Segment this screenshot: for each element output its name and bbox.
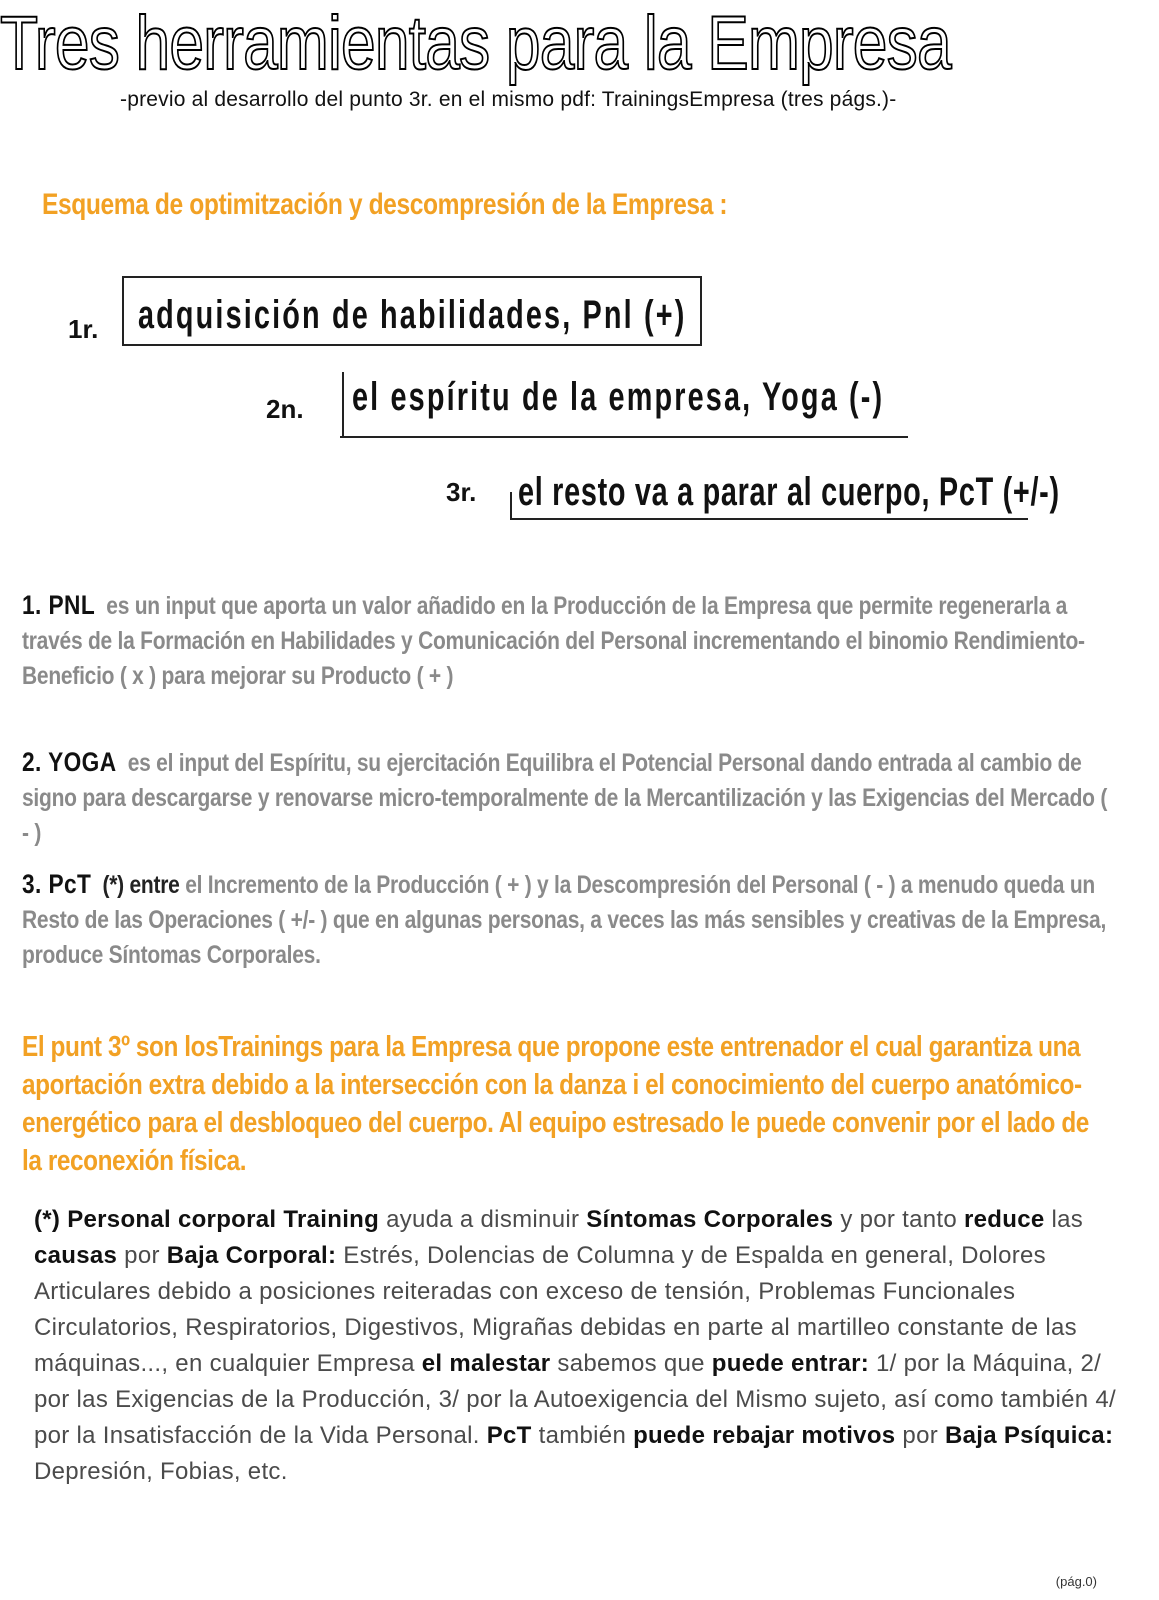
note-bold: Baja Psíquica: [944, 1422, 1114, 1449]
note-text: ayuda a disminuir [386, 1206, 580, 1233]
pct-text: el Incremento de la Producción ( + ) y la Descompresión del Personal ( - ) a menudo queda un Resto de las Operaciones ( +/- ) que en algunas personas, a veces las más sensibles y creativas de la Empresa, produce Síntomas Corporales. [22, 871, 1107, 969]
note-text: por [902, 1422, 939, 1449]
step-3-bracket [510, 492, 512, 520]
note-bold: puede rebajar motivos [633, 1422, 896, 1449]
note-name: Personal corporal Training [67, 1206, 380, 1233]
subtitle: -previo al desarrollo del punto 3r. en el mismo pdf: TrainingsEmpresa (tres págs.)- [120, 88, 897, 111]
page-title: Tres herramientas para la Empresa [0, 1, 951, 86]
note-mark: (*) [34, 1206, 61, 1233]
note-text: 1/ por la Máquina, 2/ por las Exigencias de la Producción, 3/ por la Autoexigencia del Mismo sujeto, así como también 4/ por la Insatisfacción de la Vida Personal. [34, 1350, 1116, 1449]
note-bold: puede entrar: [711, 1350, 870, 1377]
pnl-text: es un input que aporta un valor añadido en la Producción de la Empresa que permite regenerarla a través de la Formación en Habilidades y Comunicación del Personal incrementando el binomio Rendimiento-Beneficio ( x ) para mejorar su Producto ( + ) [22, 592, 1085, 690]
paragraph-yoga [22, 745, 1114, 851]
note-bold: Síntomas Corporales [586, 1206, 834, 1233]
note-text: Estrés, Dolencias de Columna y de Espalda en general, Dolores Articulares debido a posiciones reiteradas con exceso de tensión, Problemas Funcionales Circulatorios, Respiratorios, Digestivos, Migrañas debidas en parte al martilleo constante de las máquinas..., en cualquier Empresa [34, 1242, 1077, 1377]
step-2-label: 2n. [266, 394, 304, 424]
note-bold: causas [34, 1242, 118, 1269]
note-text: por [124, 1242, 160, 1269]
pct-mark: (*) [102, 871, 124, 899]
paragraph-pnl [22, 588, 1114, 694]
step-1-label: 1r. [68, 314, 99, 344]
note-bold: reduce [963, 1206, 1045, 1233]
trainings-highlight: El punt 3º son losTrainings para la Empresa que propone este entrenador el cual garantiza una aportación extra debido a la intersección con la danza i el conocimiento del cuerpo anatómico-energético para el desbloqueo del cuerpo. Al equipo estresado le puede convenir por el lado de la reconexión física. [22, 1031, 1089, 1177]
note-bold: el malestar [421, 1350, 551, 1377]
page-number: (pág.0) [1055, 1574, 1097, 1589]
step-1-text: adquisición de habilidades, Pnl (+) [138, 293, 687, 337]
scheme-heading: Esquema de optimitzación y descompresión de la Empresa : [42, 188, 728, 221]
paragraph-pct [22, 867, 1114, 973]
note-bold: Baja Corporal: [166, 1242, 337, 1269]
note-text: las [1051, 1206, 1084, 1233]
step-3-label: 3r. [446, 477, 477, 507]
note-text: y por tanto [840, 1206, 958, 1233]
step-3-text: el resto va a parar al cuerpo, PcT (+/-) [518, 470, 1060, 514]
step-2-bracket [342, 372, 344, 436]
note-text: sabemos que [557, 1350, 705, 1377]
note-text: también [538, 1422, 627, 1449]
yoga-text: es el input del Espíritu, su ejercitación Equilibra el Potencial Personal dando entrada al cambio de signo para descargarse y renovarse micro-temporalmente de la Mercantilización y las Exigencias del Mercado ( - ) [22, 749, 1108, 847]
step-2-underline [340, 436, 908, 438]
pnl-heading: 1. PNL [22, 590, 96, 620]
yoga-heading: 2. YOGA [22, 747, 117, 777]
step-3-underline [510, 518, 1028, 520]
pct-entre: entre [129, 871, 180, 899]
step-2-text: el espíritu de la empresa, Yoga (-) [352, 375, 885, 419]
pct-heading: 3. PcT [22, 869, 92, 899]
note-text: Depresión, Fobias, etc. [34, 1458, 288, 1485]
note-bold: PcT [486, 1422, 532, 1449]
pct-note [34, 1202, 1134, 1490]
